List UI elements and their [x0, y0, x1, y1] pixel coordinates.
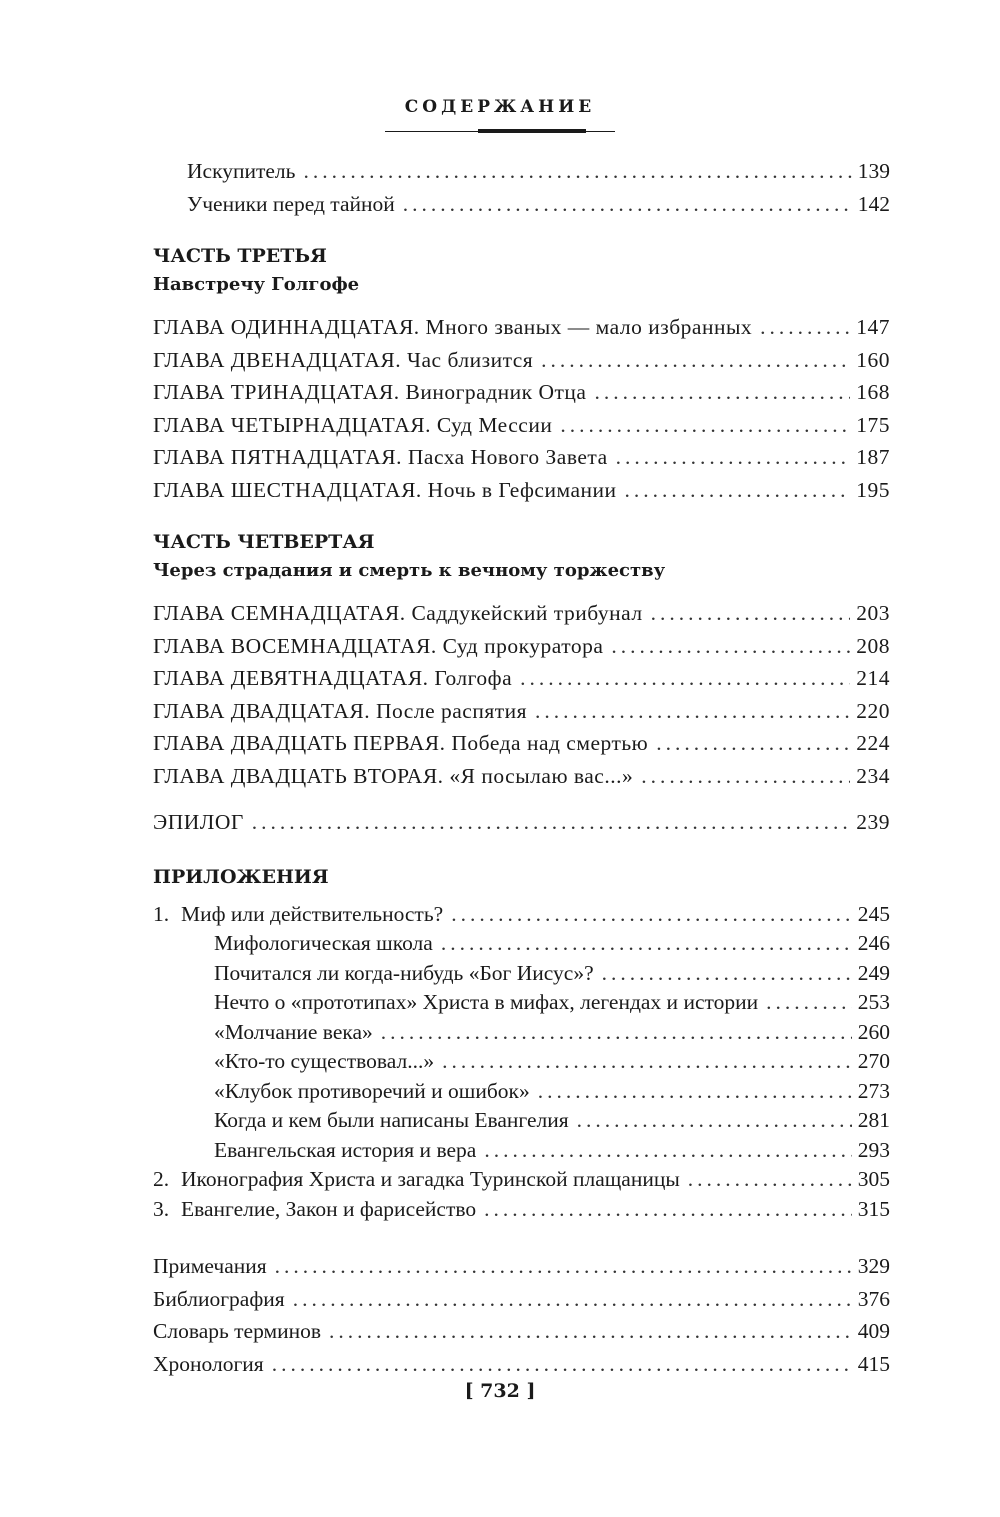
toc-entry[interactable]: Примечания ..... 329 — [153, 1250, 890, 1283]
toc-entry[interactable]: ГЛАВА ПЯТНАДЦАТАЯ. Пасха Нового Завета ..... 187 — [153, 441, 890, 474]
toc-entry[interactable]: ГЛАВА ДВАДЦАТЬ ПЕРВАЯ. Победа над смертью ..... 224 — [153, 727, 890, 760]
toc-entry[interactable]: Евангельская история и вера ..... 293 — [153, 1136, 890, 1166]
toc-entry[interactable]: Нечто о «прототипах» Христа в мифах, легендах и истории ..... 253 — [153, 988, 890, 1018]
toc-entry-epilogue[interactable]: ЭПИЛОГ ..... 239 — [153, 806, 890, 839]
toc-entry[interactable]: ГЛАВА ТРИНАДЦАТАЯ. Виноградник Отца ..... 168 — [153, 376, 890, 409]
header-rule-accent — [478, 129, 586, 133]
toc-entry[interactable]: ГЛАВА ДВАДЦАТАЯ. После распятия ..... 220 — [153, 695, 890, 728]
toc-entry[interactable]: ГЛАВА ЧЕТЫРНАДЦАТАЯ. Суд Мессии ..... 175 — [153, 409, 890, 442]
toc-entry[interactable]: ГЛАВА ШЕСТНАДЦАТАЯ. Ночь в Гефсимании ..... 195 — [153, 474, 890, 507]
toc-entry[interactable]: ГЛАВА ДВАДЦАТЬ ВТОРАЯ. «Я посылаю вас...» ..... 234 — [153, 760, 890, 793]
appendices-heading: ПРИЛОЖЕНИЯ — [153, 865, 329, 888]
toc-entry[interactable]: ГЛАВА ДВЕНАДЦАТАЯ. Час близится ..... 160 — [153, 344, 890, 377]
running-head: СОДЕРЖАНИЕ — [404, 97, 596, 117]
toc-entry[interactable]: Хронология ..... 415 — [153, 1348, 890, 1381]
toc-entry[interactable]: Мифологическая школа ..... 246 — [153, 929, 890, 959]
toc-entry[interactable]: Почитался ли когда-нибудь «Бог Иисус»? ..... 249 — [153, 959, 890, 989]
toc-entry[interactable]: «Клубок противоречий и ошибок» ..... 273 — [153, 1077, 890, 1107]
toc-entry[interactable]: Словарь терминов ..... 409 — [153, 1315, 890, 1348]
part-subtitle: Навстречу Голгофе — [153, 274, 360, 295]
table-of-contents — [153, 155, 890, 1380]
page-number: [ 732 ] — [464, 1380, 536, 1402]
toc-entry[interactable]: Библиография ..... 376 — [153, 1283, 890, 1316]
toc-entry[interactable]: Искупитель ..... 139 — [153, 155, 890, 188]
toc-entry[interactable]: ГЛАВА ВОСЕМНАДЦАТАЯ. Суд прокуратора ..... 208 — [153, 630, 890, 663]
toc-entry[interactable]: Когда и кем были написаны Евангелия ..... 281 — [153, 1106, 890, 1136]
part-heading: ЧАСТЬ ТРЕТЬЯ — [153, 245, 327, 267]
toc-entry[interactable]: ГЛАВА СЕМНАДЦАТАЯ. Саддукейский трибунал ..... 203 — [153, 597, 890, 630]
toc-entry[interactable]: ГЛАВА ОДИННАДЦАТАЯ. Много званых — мало избранных ..... 147 — [153, 311, 890, 344]
toc-entry[interactable]: 3. Евангелие, Закон и фарисейство ..... 315 — [153, 1195, 890, 1225]
part-heading: ЧАСТЬ ЧЕТВЕРТАЯ — [153, 531, 375, 553]
toc-entry[interactable]: 1. Миф или действительность? ..... 245 — [153, 900, 890, 930]
toc-entry[interactable]: 2. Иконография Христа и загадка Туринской плащаницы ..... 305 — [153, 1165, 890, 1195]
part-subtitle: Через страдания и смерть к вечному торжеству — [153, 560, 666, 581]
toc-entry[interactable]: «Кто-то существовал...» ..... 270 — [153, 1047, 890, 1077]
toc-entry[interactable]: Ученики перед тайной ..... 142 — [153, 188, 890, 221]
toc-entry[interactable]: «Молчание века» ..... 260 — [153, 1018, 890, 1048]
toc-entry[interactable]: ГЛАВА ДЕВЯТНАДЦАТАЯ. Голгофа ..... 214 — [153, 662, 890, 695]
